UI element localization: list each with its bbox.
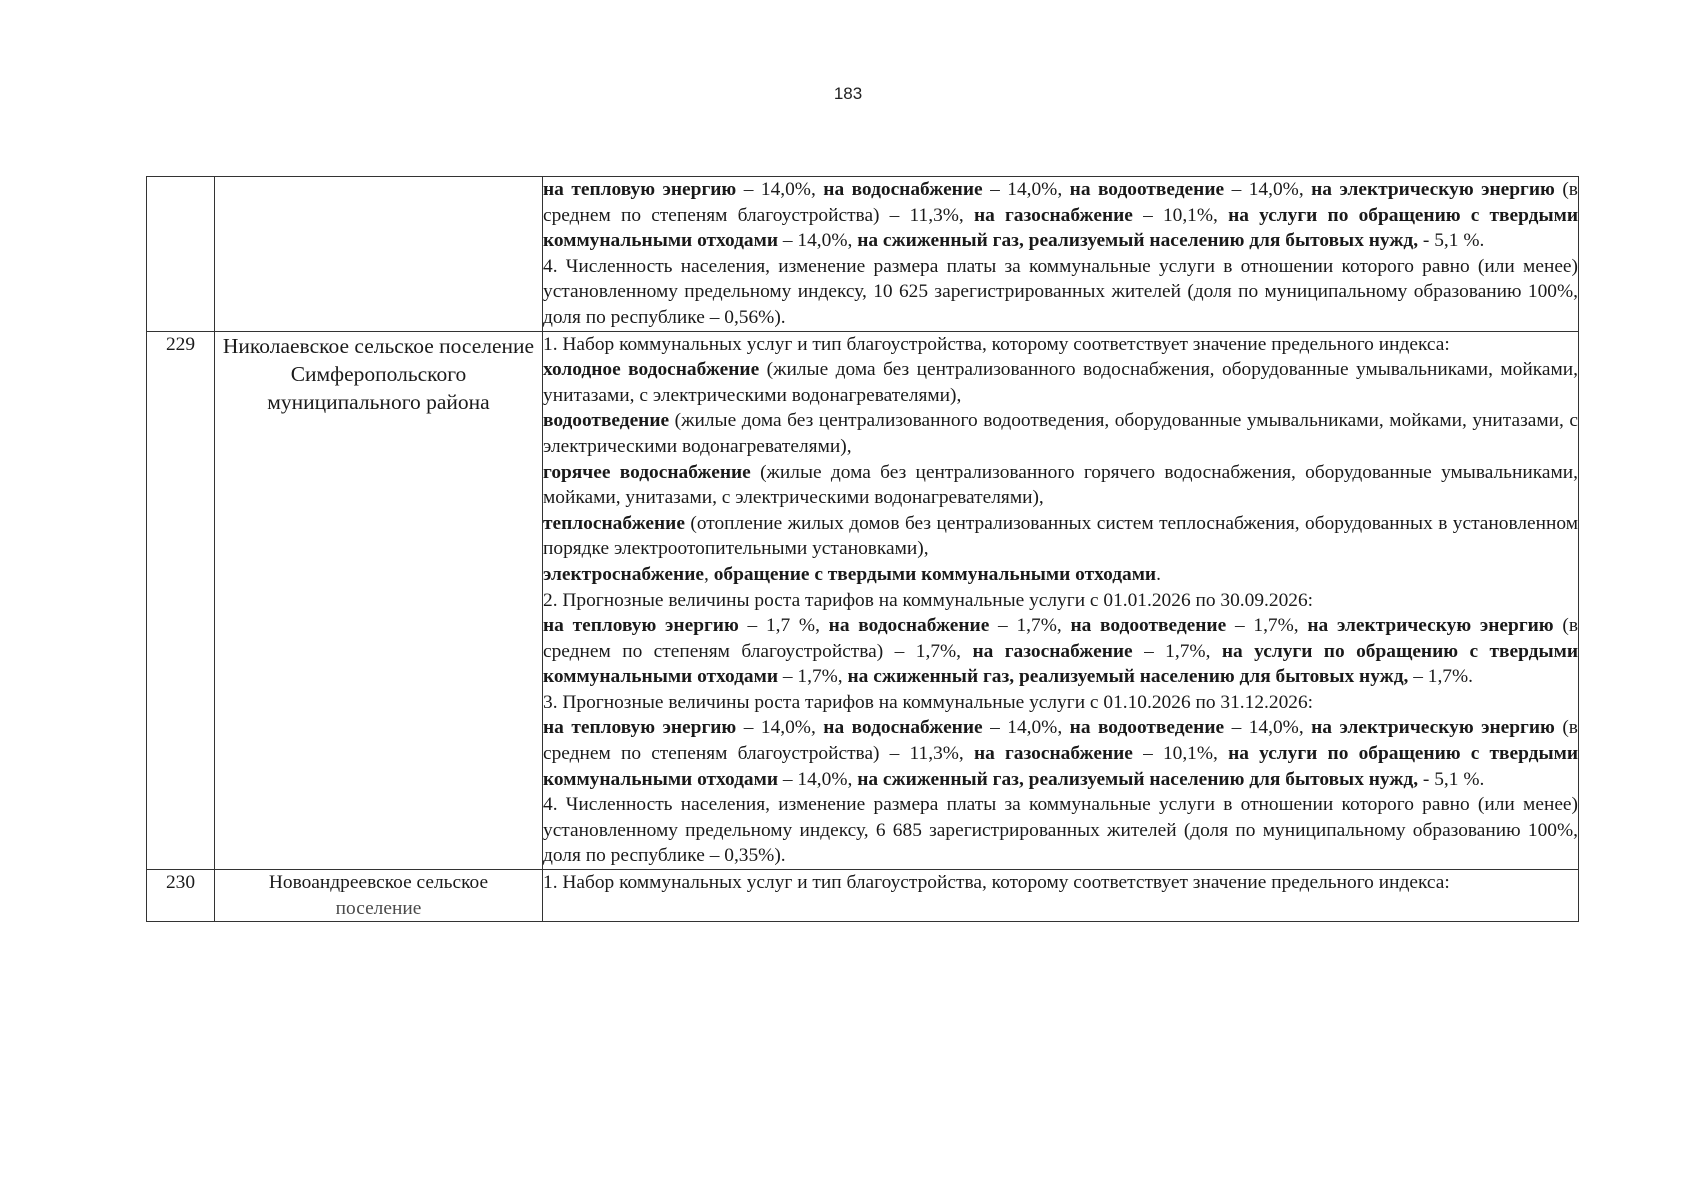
description-paragraph (543, 177, 1578, 254)
text-run: 1. Набор коммунальных услуг и тип благоустройства, которому соответствует значение предельного индекса: (543, 333, 1450, 355)
text-run: – 1,7%. (1408, 666, 1474, 688)
municipality-name-line: Николаевское сельское поселение (222, 333, 535, 358)
page-number: 183 (833, 84, 863, 103)
bold-text-run: на сжиженный газ, реализуемый населению для бытовых нужд, (857, 768, 1419, 790)
bold-text-run: на тепловую энергию (543, 615, 739, 637)
table-row (147, 177, 1579, 332)
row-description (543, 331, 1579, 869)
bold-text-run: на газоснабжение (973, 204, 1133, 226)
description-paragraph (543, 357, 1578, 408)
text-run: 1. Набор коммунальных услуг и тип благоустройства, которому соответствует значение предельного индекса: (543, 872, 1450, 894)
text-run: – 14,0%, (1224, 717, 1312, 739)
bold-text-run: на тепловую энергию (543, 179, 737, 200)
text-run: 4. Численность населения, изменение размера платы за коммунальные услуги в отношении которого равно (или менее) установленному предельному индексу, 6 685 зарегистрированных жителей (доля по муниципальному образованию 100%, доля по республике – 0,35%). (543, 794, 1578, 867)
municipality-name-line: поселение (335, 897, 422, 919)
bold-text-run: на водоотведение (1069, 179, 1225, 200)
row-description (543, 870, 1579, 922)
bold-text-run: на тепловую энергию (543, 717, 737, 739)
description-paragraph (543, 408, 1578, 459)
text-run: (в среднем по степеням благоустройства) – 1,7%, (543, 615, 1578, 662)
bold-text-run: на электрическую энергию (1311, 179, 1555, 200)
text-run: – 14,0%, (1224, 179, 1312, 200)
text-run: - 5,1 %. (1418, 230, 1485, 252)
bold-text-run: обращение с твердыми коммунальными отходами (713, 563, 1157, 585)
description-paragraph (543, 690, 1578, 716)
text-run: – 10,1%, (1132, 743, 1229, 765)
description-paragraph (543, 511, 1578, 562)
row-description (543, 177, 1579, 332)
description-paragraph (543, 332, 1578, 358)
bold-text-run: на сжиженный газ, реализуемый населению для бытовых нужд, (847, 666, 1409, 688)
text-run: – 1,7%, (1226, 615, 1308, 637)
text-run: 2. Прогнозные величины роста тарифов на коммунальные услуги с 01.01.2026 по 30.09.2026: (543, 589, 1314, 611)
bold-text-run: на электрическую энергию (1311, 717, 1555, 739)
description-paragraph (543, 613, 1578, 690)
bold-text-run: на газоснабжение (973, 743, 1133, 765)
bold-text-run: электроснабжение (543, 563, 704, 585)
bold-text-run: на услуги по обращению с твердыми коммунальными отходами (543, 743, 1578, 790)
bold-text-run: горячее водоснабжение (543, 461, 751, 483)
row-number: 230 (147, 870, 215, 922)
table-row (147, 870, 1579, 922)
table-row (147, 331, 1579, 869)
bold-text-run: на услуги по обращению с твердыми коммунальными отходами (543, 204, 1578, 252)
text-run: - 5,1 %. (1418, 768, 1485, 790)
text-run: – 14,0%, (778, 768, 858, 790)
bold-text-run: на услуги по обращению с твердыми коммунальными отходами (543, 640, 1578, 688)
text-run: – 1,7%, (1132, 640, 1222, 662)
text-run: . (1156, 563, 1161, 585)
bold-text-run: холодное водоснабжение (543, 359, 760, 381)
text-run: – 1,7%, (778, 666, 848, 688)
description-paragraph (543, 562, 1578, 588)
bold-text-run: на водоснабжение (823, 717, 983, 739)
text-run: – 1,7%, (989, 615, 1071, 637)
municipality-name-line: Симферопольского муниципального района (267, 361, 490, 414)
bold-text-run: на сжиженный газ, реализуемый населению для бытовых нужд, (857, 230, 1419, 252)
municipality-name (215, 331, 543, 869)
text-run: – 14,0%, (778, 230, 858, 252)
description-paragraph (543, 588, 1578, 614)
bold-text-run: на электрическую энергию (1307, 615, 1554, 637)
description-paragraph (543, 254, 1578, 331)
text-run: (в среднем по степеням благоустройства) – 11,3%, (543, 179, 1578, 226)
bold-text-run: на водоотведение (1070, 615, 1227, 637)
bold-text-run: на водоснабжение (828, 615, 990, 637)
text-run: (жилые дома без централизованного водоотведения, оборудованные умывальниками, мойками, унитазами, с электрическими водонагревателями), (543, 410, 1578, 457)
municipal-index-table (146, 176, 1579, 922)
municipality-name (215, 177, 543, 332)
text-run: – 1,7 %, (738, 615, 829, 637)
text-run: , (703, 563, 714, 585)
text-run: – 10,1%, (1132, 204, 1229, 226)
bold-text-run: теплоснабжение (543, 512, 685, 534)
bold-text-run: на водоотведение (1069, 717, 1225, 739)
text-run: 4. Численность населения, изменение размера платы за коммунальные услуги в отношении которого равно (или менее) установленному предельному индексу, 10 625 зарегистрированных жителей (доля по муниципальному образованию 100%, доля по республике – 0,56%). (543, 255, 1578, 328)
text-run: 3. Прогнозные величины роста тарифов на коммунальные услуги с 01.10.2026 по 31.12.2026: (543, 691, 1314, 713)
description-paragraph (543, 870, 1578, 896)
row-number: 229 (147, 331, 215, 869)
text-run: (отопление жилых домов без централизованных систем теплоснабжения, оборудованных в установленном порядке электроотопительными установками), (543, 512, 1578, 560)
text-run: – 14,0%, (982, 717, 1070, 739)
municipality-name-line: Новоандреевское сельское (268, 872, 489, 894)
municipality-name (215, 870, 543, 922)
description-paragraph (543, 460, 1578, 511)
text-run: (в среднем по степеням благоустройства) – 11,3%, (543, 717, 1578, 765)
text-run: – 14,0%, (736, 179, 824, 200)
description-paragraph (543, 715, 1578, 792)
description-paragraph (543, 792, 1578, 869)
text-run: (жилые дома без централизованного водоснабжения, оборудованные умывальниками, мойками, унитазами, с электрическими водонагревателями), (543, 359, 1578, 406)
bold-text-run: на водоснабжение (823, 179, 983, 200)
text-run: (жилые дома без централизованного горячего водоснабжения, оборудованные умывальниками, мойками, унитазами, с электрическими водонагревателями), (543, 461, 1579, 509)
bold-text-run: на газоснабжение (972, 640, 1133, 662)
row-number (147, 177, 215, 332)
text-run: – 14,0%, (736, 717, 824, 739)
bold-text-run: водоотведение (543, 410, 670, 432)
text-run: – 14,0%, (982, 179, 1070, 200)
